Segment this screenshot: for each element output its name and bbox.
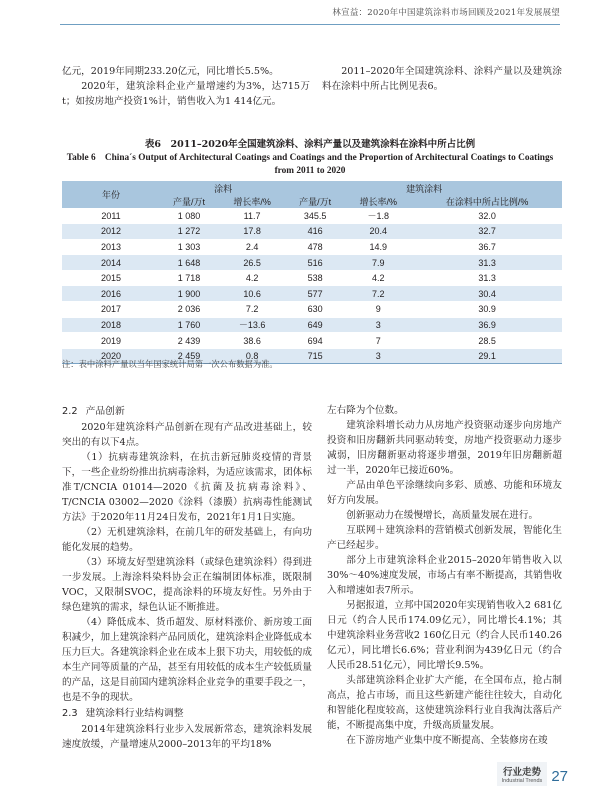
table-cell: 32.7 [412,224,562,240]
table-cell: 0.8 [218,348,286,364]
data-table [62,181,562,364]
table-cell: 9 [344,302,412,318]
table-cell: 2019 [62,333,160,349]
table-row [62,317,562,333]
running-head: 林宣益：2020年中国建筑涂料市场回顾及2021年发展展望 [332,8,560,18]
table-row [62,224,562,240]
table-cell: 2015 [62,270,160,286]
paragraph: 另据报道，立邦中国2020年实现销售收入2 681亿日元（约合人民币174.09亿元），同比增长4.1%；其中建筑涂料业务营收2 160亿日元（约合人民币140.26亿元），同比增长6.6%；营业利润为439亿日元（约合人民币28.51亿元），同比增长9.5%。 [327,600,562,671]
section-title: 建筑涂料行业结构调整 [85,708,184,719]
table-cell: 2 036 [160,302,218,318]
table-cell: 14.9 [344,239,412,255]
table-cell: 30.9 [412,302,562,318]
table-cell: 2011 [62,208,160,224]
table-cell: 694 [286,333,344,349]
top-right-column [322,64,562,94]
table-cell: 17.8 [218,224,286,240]
group-header-arch: 建筑涂料 [286,181,562,195]
section-number: 2.3 [62,708,78,719]
table-cell: 1 080 [160,208,218,224]
table-cell: 1 303 [160,239,218,255]
table-row [62,302,562,318]
paragraph: （2）无机建筑涂料，在前几年的研发基础上，有向功能化发展的趋势。 [62,527,312,553]
table-cell: 4.2 [344,270,412,286]
year-header: 年份 [62,181,160,208]
section-title: 产品创新 [85,406,125,417]
table-cell: 7 [344,333,412,349]
table-cell: 1 718 [160,270,218,286]
paragraph: 2014年建筑涂料行业步入发展新常态，建筑涂料发展速度放缓，产量增速从2000–2013年的平均18% [62,724,312,750]
paragraph: 产品由单色平涂继续向多彩、质感、功能和环境友好方向发展。 [327,480,562,506]
header-rule [60,24,560,25]
footer-label [497,762,548,786]
section-heading-2-2 [62,403,312,420]
footer-label-cn: 行业走势 [502,767,541,778]
column-header: 产量/万t [160,195,218,208]
table-cell: 32.0 [412,208,562,224]
page-number: 27 [551,768,568,785]
table-cell: 577 [286,286,344,302]
table-cell: 3 [344,317,412,333]
table-row [62,255,562,271]
table-row [62,333,562,349]
paragraph: 2020年建筑涂料产品创新在现有产品改进基础上，较突出的有以下4点。 [62,422,312,448]
section-number: 2.2 [62,406,78,417]
column-header: 增长率/% [344,195,412,208]
table-cell: 2018 [62,317,160,333]
paragraph: （1）抗病毒建筑涂料，在抗击新冠肺炎疫情的背景下，一些企业纷纷推出抗病毒涂料，为适应该需求，团体标准T/CNCIA 01014—2020《抗菌及抗病毒涂料》、T/CNCIA 03002—2020《涂料（漆膜）抗病毒性能测试方法》于2020年11月24日发布，2021年1月1日实施。 [62,452,312,523]
table-cell: 2.4 [218,239,286,255]
table-title-en: Table 6 China´s Output of Architectural Coatings and Coatings and the Proportion of Architectural Coatings to Coatings from 2011 to 2020 [66,153,554,176]
paragraph: （4）降低成本、货币超发、原材料涨价、新房竣工面积减少，加上建筑涂料产品同质化，建筑涂料企业降低成本压力巨大。各建筑涂料企业在成本上狠下功夫，用较低的成本生产同等质量的产品，甚至有用较低的成本生产较低质量的产品，这是目前国内建筑涂料企业竞争的重要手段之一，也是不争的现状。 [62,617,312,703]
table-cell: 416 [286,224,344,240]
table-row [62,270,562,286]
table-cell: －13.6 [218,317,286,333]
table-cell: 11.7 [218,208,286,224]
table-cell: 1 900 [160,286,218,302]
table-cell: 31.3 [412,255,562,271]
table-title-cn: 表6 2011–2020年全国建筑涂料、涂料产量以及建筑涂料在涂料中所占比例 [144,139,476,150]
table-cell: 30.4 [412,286,562,302]
table-cell: 630 [286,302,344,318]
table-row [62,208,562,224]
table-cell: 538 [286,270,344,286]
table-cell: 2 459 [160,348,218,364]
paragraph: （3）环境友好型建筑涂料（或绿色建筑涂料）得到进一步发展。上海涂料染料协会正在编制团体标准，既限制VOC，又限制SVOC，提高涂料的环境友好性。另外由于绿色建筑的需求，绿色认证不断推进。 [62,557,312,613]
table-cell: 7.2 [344,286,412,302]
table-row [62,239,562,255]
table-cell: 715 [286,348,344,364]
paragraph: 左右降为个位数。 [327,405,404,416]
paragraph: 在下游房地产业集中度不断提高、全装修房在竣 [346,735,548,746]
table-row [62,286,562,302]
column-header: 增长率/% [218,195,286,208]
table-note: 注：表中涂料产量以当年国家统计局第一次公布数据为准。 [62,359,278,369]
footer-label-en: Industrial Trends [501,778,543,784]
table-cell: 31.3 [412,270,562,286]
table-cell: 3 [344,348,412,364]
left-column [62,403,312,752]
top-left-paragraph-2: 2020年，建筑涂料企业产量增速约为3%，达715万t；如按房地产投资1%计，销售收入为1 414亿元。 [62,81,310,107]
paragraph: 部分上市建筑涂料企业2015–2020年销售收入以30%～40%速度发展，市场占有率不断提高，其销售收入和增速如表7所示。 [327,555,562,596]
table-cell: －1.8 [344,208,412,224]
table-cell: 2 439 [160,333,218,349]
top-right-paragraph-1: 2011–2020年全国建筑涂料、涂料产量以及建筑涂料在涂料中所占比例见表6。 [322,66,562,92]
table-cell: 7.9 [344,255,412,271]
group-header-coatings: 涂料 [160,181,286,195]
table-cell: 10.6 [218,286,286,302]
table-cell: 1 760 [160,317,218,333]
table-cell: 2013 [62,239,160,255]
table-cell: 28.5 [412,333,562,349]
table-cell: 26.5 [218,255,286,271]
table-cell: 345.5 [286,208,344,224]
table-cell: 29.1 [412,348,562,364]
table-cell: 2020 [62,348,160,364]
paragraph: 建筑涂料增长动力从房地产投资驱动逐步向房地产投资和旧房翻新共同驱动转变，房地产投资驱动力逐步减弱，旧房翻新驱动将逐步增强，2019年旧房翻新超过一半，2020年已接近60%。 [327,420,562,476]
table-cell: 1 648 [160,255,218,271]
footer [497,762,568,786]
top-left-column [62,64,310,109]
right-column [327,403,562,748]
table-cell: 1 272 [160,224,218,240]
paragraph: 创新驱动力在缓慢增长，高质量发展在进行。 [346,510,539,521]
table-cell: 20.4 [344,224,412,240]
table-cell: 649 [286,317,344,333]
column-header: 产量/万t [286,195,344,208]
table-cell: 36.7 [412,239,562,255]
table-cell: 2016 [62,286,160,302]
table-cell: 478 [286,239,344,255]
column-header: 在涂料中所占比例/% [412,195,562,208]
table-cell: 38.6 [218,333,286,349]
table-cell: 4.2 [218,270,286,286]
table-cell: 36.9 [412,317,562,333]
table-cell: 2012 [62,224,160,240]
table-cell: 2014 [62,255,160,271]
paragraph: 头部建筑涂料企业扩大产能，在全国布点，抢占制高点，抢占市场，而且这些新建产能往往较大，自动化和智能化程度较高，这使建筑涂料行业自我淘汰落后产能，不断提高集中度，升级高质量发展。 [327,675,562,731]
table-cell: 7.2 [218,302,286,318]
table-cell: 516 [286,255,344,271]
section-heading-2-3 [62,705,312,722]
table-cell: 2017 [62,302,160,318]
paragraph: 互联网＋建筑涂料的营销模式创新发展，智能化生产已经起步。 [327,525,562,551]
table-body [62,208,562,364]
top-left-paragraph-1: 亿元，2019年同期233.20亿元，同比增长5.5%。 [62,66,279,77]
